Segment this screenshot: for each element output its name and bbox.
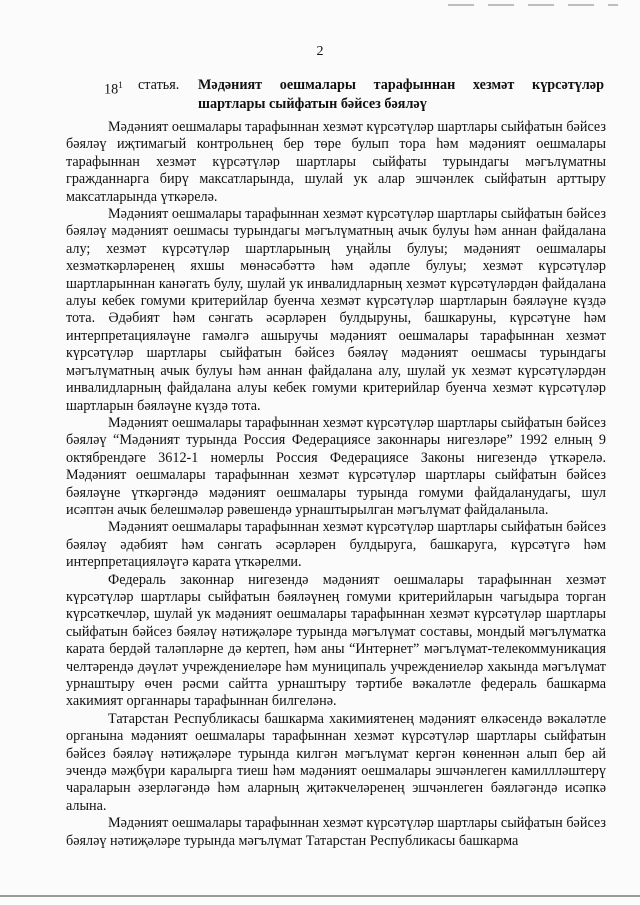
article-body (66, 119, 606, 850)
paragraph: Мәдәният оешмалары тарафыннан хезмәт күрсәтүләр шартлары сыйфатын бәйсез бәяләү мәдәният оешмасы турындагы мәгълүматның ачык булуы һәм аннан файдалана алу; хезмәт күрсәтүләр шартларының уңайлы булуы; мәдәният оешмалары хезмәткәрләренең яхшы мөнәсәбәттә һәм әдәпле булуы; хезмәт күрсәтүләр шартларыннан канәгать булу, шулай ук инвалидларның хезмәт күрсәтүләрдән файдалана алуы кебек гомуми критерийлар буенча хезмәт күрсәтүләр шартларын бәяләүне күздә тота. Әдәбият һәм сәнгать әсәрләрен булдыруны, башкаруны, күрсәтүне һәм интерпретацияләүне гамәлгә ашыручы мәдәният оешмалары тарафыннан хезмәт күрсәтүләр шартлары сыйфатын бәйсез бәяләү мәдәният оешмасы турындагы мәгълүматның ачык булуы һәм аннан файдалана алу, шулай ук хезмәт күрсәтүләрдән инвалидларның файдалана алуы кебек гомуми критерийлар буенча хезмәт күрсәтүләр шартларын бәяләүне күздә тота. (66, 206, 606, 414)
paragraph: Федераль законнар нигезендә мәдәният оешмалары тарафыннан хезмәт күрсәтүләр шартлары сыйфатын бәяләүнең гомуми критерийларын чагыдыра торган күрсәткечләр, шулай ук мәдәният оешмалары тарафыннан хезмәт күрсәтүләр шартлары сыйфатын бәйсез бәяләү нәтиҗәләре турында мәгълүмат составы, мондый мәгълүматка карата бердәй таләпләрне дә кертеп, һәм аны “Интернет” мәгълүмат-телекоммуникация челтәрендә дәүләт учреждениеләре һәм муниципаль учреждениеләр хакында мәгълүмат урнаштыру өчен рәсми сайтта урнаштыру тәртибе вәкаләтле федераль башкарма хакимият органнары тарафыннан билгеләнә. (66, 571, 606, 710)
paragraph: Мәдәният оешмалары тарафыннан хезмәт күрсәтүләр шартлары сыйфатын бәйсез бәяләү “Мәдәният турында Россия Федерациясе законнары нигезләре” 1992 елның 9 октябрендәге 3612-1 номерлы Россия Федерациясе Законы нигезендә үткәрелә. Мәдәният оешмалары тарафыннан хезмәт күрсәтүләр шартлары сыйфатын бәйсез бәяләүне үткәргәндә мәдәният оешмалары турында гомуми файдаланудагы, шул исәптән ачык белешмәләр рәвешендә урнаштырылган мәгълүмат файдаланыла. (66, 414, 606, 518)
paragraph: Татарстан Республикасы башкарма хакимиятенең мәдәният өлкәсендә вәкаләтле органына мәдәният оешмалары тарафыннан хезмәт күрсәтүләр шартлары сыйфатын бәйсез бәяләү нәтиҗәләре турында килгән мәгълүмат кергән көненнән алып бер ай эчендә мәҗбүри каралырга тиеш һәм мәдәният оешмалары эшчәнлеген камиллләштерү чараларын әзерләгәндә һәм аларның җитәкчеләренең эшчәнлеген бәяләгәндә исәпкә алына. (66, 710, 606, 814)
paragraph: Мәдәният оешмалары тарафыннан хезмәт күрсәтүләр шартлары сыйфатын бәйсез бәяләү әдәбият һәм сәнгать әсәрләрен булдыруга, башкаруга, күрсәтүгә һәм интерпретацияләүгә карата үткәрелми. (66, 519, 606, 571)
article-title: Мәдәният оешмалары тарафыннан хезмәт күрсәтүләр шартлары сыйфатын бәйсез бәяләү (198, 77, 604, 112)
article-keyword: статья. (138, 77, 180, 93)
paragraph: Мәдәният оешмалары тарафыннан хезмәт күрсәтүләр шартлары сыйфатын бәйсез бәяләү иҗтимагый контрольнең бер төре булып тора һәм мәдәният оешмалары тарафыннан хезмәт күрсәтүләр шартлары сыйфаты турындагы мәгълүматны гражданнарга бирү максатларында, шулай ук алар эшчәнлек сыйфатын арттыру максатларында үткәрелә. (66, 119, 606, 205)
article-number-superscript: 1 (118, 80, 123, 90)
page-number: 2 (316, 44, 324, 59)
article-number-value: 18 (104, 81, 119, 98)
article-heading (104, 76, 604, 114)
paragraph: Мәдәният оешмалары тарафыннан хезмәт күрсәтүләр шартлары сыйфатын бәйсез бәяләү нәтиҗәләре турында мәгълүмат Татарстан Республикасы башкарма (66, 815, 606, 849)
scan-bottom-edge (0, 895, 640, 897)
scan-edge-marks (448, 4, 618, 6)
article-number (104, 76, 123, 100)
